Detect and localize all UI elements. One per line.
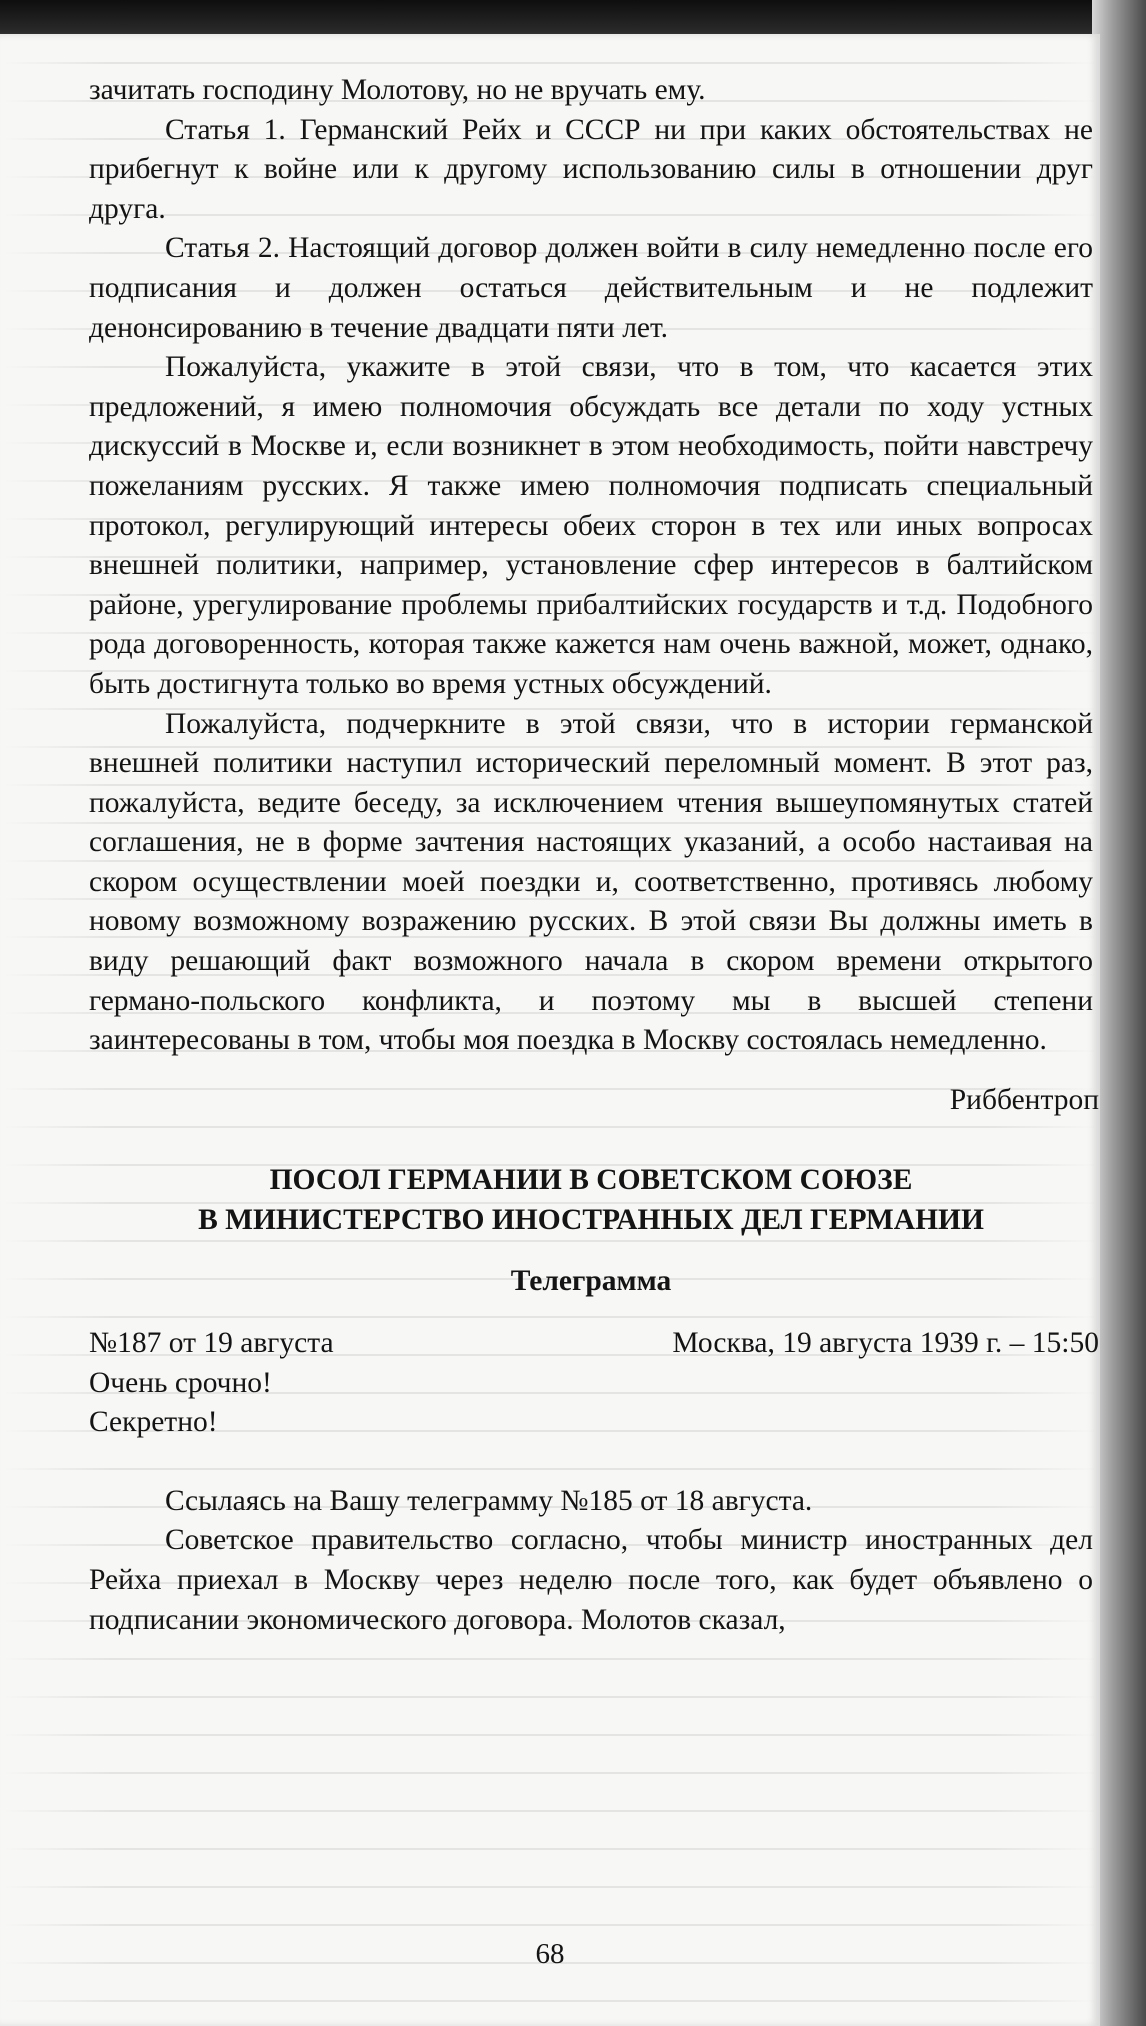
paragraph-article-2: Статья 2. Настоящий договор должен войти в силу немедленно после его подписания и должен остаться действительным и не подлежит денонсированию в течение двадцати пяти лет.	[89, 232, 1093, 344]
paragraph-powers: Пожалуйста, укажите в этой связи, что в том, что касается этих предложений, я имею полномочия обсуждать все детали по ходу устных дискуссий в Москве и, если возникнет в этом необходимость, пойти навстречу пожеланиям русских. Я также имею полномочия подписать специальный протокол, регулирующий интересы обеих сторон в тех или иных вопросах внешней политики, например, установление сфер интересов в балтийском районе, урегулирование проблемы прибалтийских государств и т.д. Подобного рода договоренность, которая также кажется нам очень важной, может, однако, быть достигнута только во время устных обсуждений.	[89, 351, 1093, 700]
page-body	[89, 71, 1099, 1640]
telegram-meta	[89, 1324, 1099, 1364]
telegram-number: №187 от 19 августа	[89, 1327, 334, 1360]
paragraph-article-1: Статья 1. Германский Рейх и СССР ни при каких обстоятельствах не прибегнут к войне или к другому использованию силы в отношении друг друга.	[89, 113, 1093, 225]
heading-line-sender: ПОСОЛ ГЕРМАНИИ В СОВЕТСКОМ СОЮЗЕ	[269, 1164, 913, 1197]
heading-line-recipient: В МИНИСТЕРСТВО ИНОСТРАННЫХ ДЕЛ ГЕРМАНИИ	[198, 1204, 984, 1237]
telegram-place-date-time: Москва, 19 августа 1939 г. – 15:50	[672, 1327, 1099, 1360]
signature: Риббентроп	[949, 1083, 1099, 1116]
document-type: Телеграмма	[510, 1265, 672, 1298]
book-page	[0, 34, 1100, 2026]
paragraph-continuation: зачитать господину Молотову, но не вручать ему.	[89, 74, 706, 106]
section-heading	[89, 1160, 1093, 1240]
paragraph-emphasis: Пожалуйста, подчеркните в этой связи, что в истории германской внешней политики наступил исторический переломный момент. В этот раз, пожалуйста, ведите беседу, за исключением чтения вышеупомянутых статей соглашения, не в форме зачтения настоящих указаний, а особо настаивая на скором осуществлении моей поездки и, соответственно, противясь любому новому возможному возражению русских. В этой связи Вы должны иметь в виду решающий факт возможного начала в скором времени открытого германо-польского конфликта, и поэтому мы в высшей степени заинтересованы в том, чтобы моя поездка в Москву состоялась немедленно.	[89, 707, 1093, 1057]
page-number: 68	[535, 1938, 565, 1970]
paragraph-reference: Ссылаясь на Вашу телеграмму №185 от 18 августа.	[165, 1484, 813, 1517]
paragraph-soviet-reply: Советское правительство согласно, чтобы министр иностранных дел Рейха приехал в Москву через неделю после того, как будет объявлено о подписании экономического договора. Молотов сказал,	[89, 1524, 1093, 1636]
urgency-mark: Очень срочно!	[89, 1366, 272, 1399]
secrecy-mark: Секретно!	[89, 1406, 218, 1439]
scan-edge-right	[1092, 0, 1146, 2026]
